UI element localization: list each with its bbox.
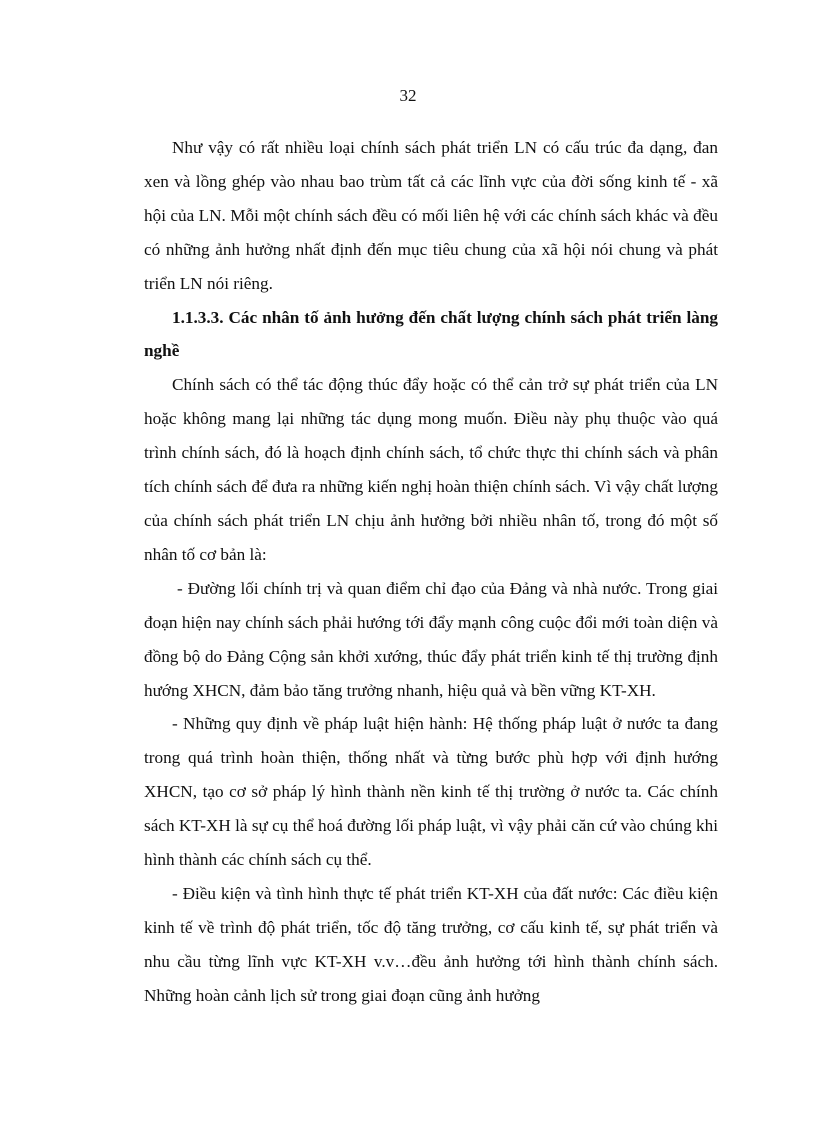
- bullet-political-line: - Đường lối chính trị và quan điểm chỉ đạo của Đảng và nhà nước. Trong giai đoạn hiện nay chính sách phải hướng tới đẩy mạnh công cuộc đổi mới toàn diện và đồng bộ do Đảng Cộng sản khởi xướng, thúc đẩy phát triển kinh tế thị trường định hướng XHCN, đảm bảo tăng trưởng nhanh, hiệu quả và bền vững KT-XH.: [144, 578, 718, 700]
- bullet-socioeconomic-conditions: - Điều kiện và tình hình thực tế phát triển KT-XH của đất nước: Các điều kiện kinh tế về trình độ phát triển, tốc độ tăng trưởng, cơ cấu kinh tế, sự phát triển và nhu cầu từng lĩnh vực KT-XH v.v…đều ảnh hưởng tới hình thành chính sách. Những hoàn cảnh lịch sử trong giai đoạn cũng ảnh hưởng: [144, 883, 718, 1005]
- paragraph-intro: Như vậy có rất nhiều loại chính sách phát triển LN có cấu trúc đa dạng, đan xen và lồng ghép vào nhau bao trùm tất cả các lĩnh vực của đời sống kinh tế - xã hội của LN. Mỗi một chính sách đều có mối liên hệ với các chính sách khác và đều có những ảnh hưởng nhất định đến mục tiêu chung của xã hội nói chung và phát triển LN nói riêng.: [144, 138, 718, 293]
- document-body: [144, 131, 718, 1013]
- paragraph-policy-influence: Chính sách có thể tác động thúc đẩy hoặc có thể cản trở sự phát triển của LN hoặc không mang lại những tác dụng mong muốn. Điều này phụ thuộc vào quá trình chính sách, đó là hoạch định chính sách, tổ chức thực thi chính sách và phân tích chính sách để đưa ra những kiến nghị hoàn thiện chính sách. Vì vậy chất lượng của chính sách phát triển LN chịu ảnh hưởng bởi nhiều nhân tố, trong đó một số nhân tố cơ bản là:: [144, 375, 718, 564]
- bullet-legal-regulations: - Những quy định về pháp luật hiện hành: Hệ thống pháp luật ở nước ta đang trong quá trình hoàn thiện, thống nhất và từng bước phù hợp với định hướng XHCN, tạo cơ sở pháp lý hình thành nền kinh tế thị trường ở nước ta. Các chính sách KT-XH là sự cụ thể hoá đường lối pháp luật, vì vậy phải căn cứ vào chúng khi hình thành các chính sách cụ thể.: [144, 714, 718, 870]
- page-number: 32: [399, 86, 417, 105]
- section-heading: 1.1.3.3. Các nhân tố ảnh hưởng đến chất lượng chính sách phát triển làng nghề: [144, 307, 718, 361]
